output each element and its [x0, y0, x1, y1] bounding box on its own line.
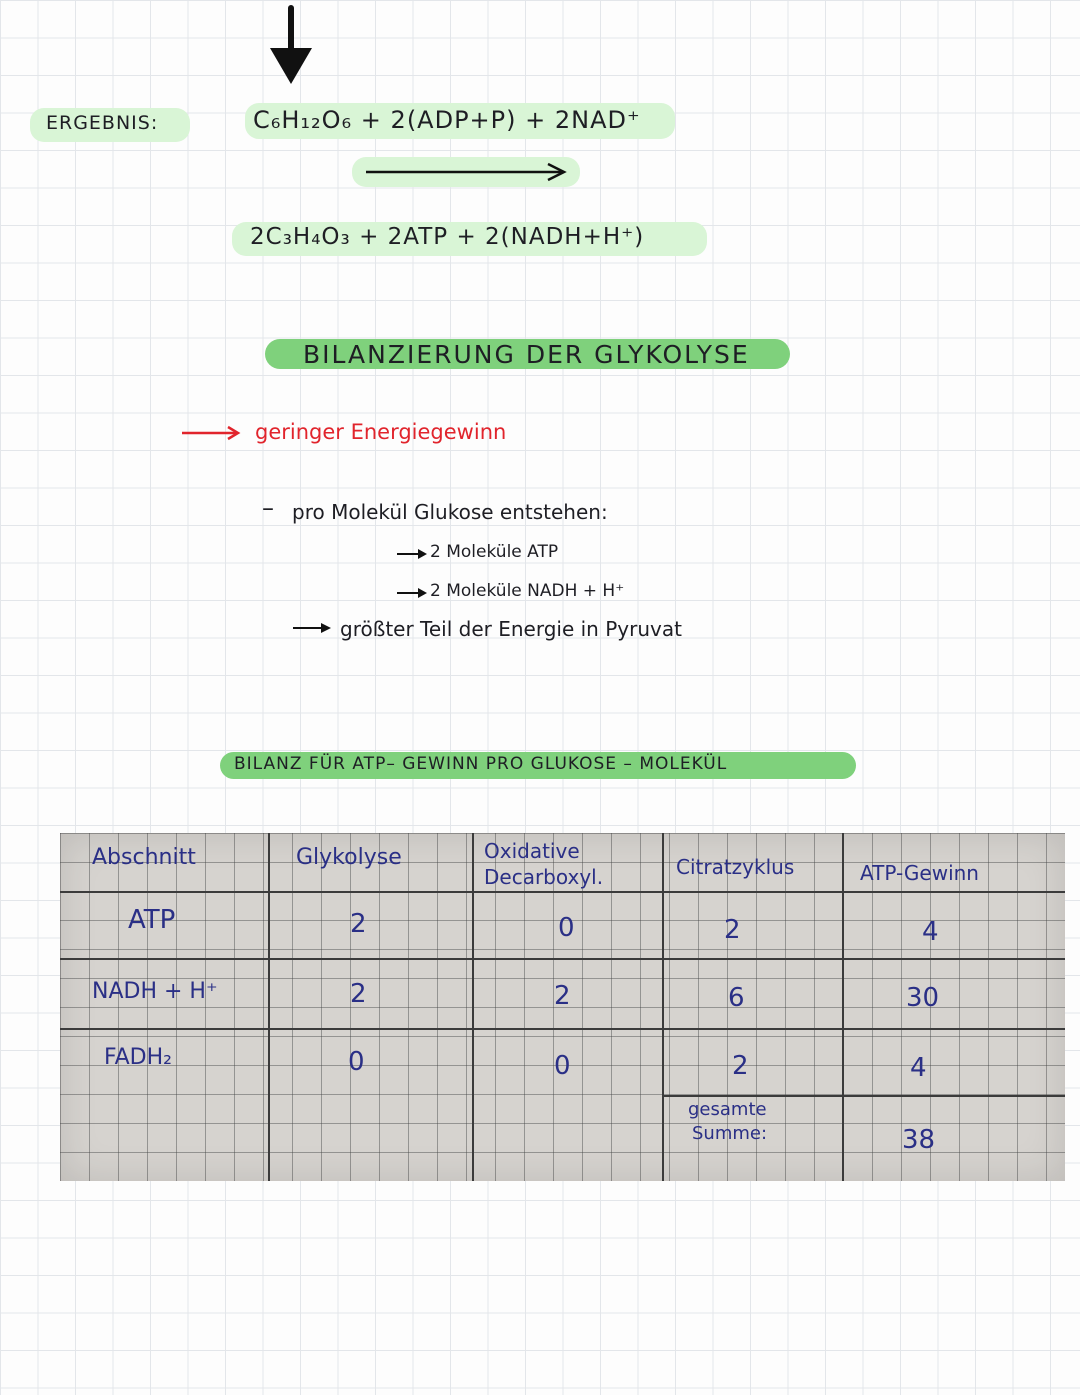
down-arrow-icon	[266, 2, 316, 86]
sum-label-line1: gesamte	[688, 1099, 767, 1120]
arrow-icon	[396, 585, 428, 599]
cell-fadh2-oxid: 0	[554, 1051, 571, 1081]
header-citratzyklus: Citratzyklus	[676, 855, 795, 879]
cell-atp-glykolyse: 2	[350, 909, 367, 939]
section-title-highlight	[265, 339, 790, 369]
row-label-nadh: NADH + H⁺	[92, 979, 218, 1004]
cell-nadh-glykolyse: 2	[350, 979, 367, 1009]
cell-nadh-citrat: 6	[728, 983, 745, 1013]
sum-value: 38	[902, 1125, 936, 1155]
red-note-text: geringer Energiegewinn	[255, 420, 507, 444]
table-title-highlight	[220, 752, 856, 779]
sub-item-nadh: 2 Moleküle NADH + H⁺	[430, 581, 625, 601]
section-title: BILANZIERUNG DER GLYKOLYSE	[303, 340, 750, 369]
row-label-fadh2: FADH₂	[104, 1045, 172, 1070]
cell-atp-gewinn: 4	[922, 917, 939, 947]
arrow-icon	[292, 620, 332, 634]
equation-arrow-highlight	[352, 157, 580, 187]
dash-bullet: –	[262, 494, 274, 522]
cell-fadh2-gewinn: 4	[910, 1053, 927, 1083]
cell-fadh2-glykolyse: 0	[348, 1047, 365, 1077]
cell-atp-citrat: 2	[724, 915, 741, 945]
cell-nadh-oxid: 2	[554, 981, 571, 1011]
header-oxid-line1: Oxidative	[484, 839, 580, 863]
sum-label-line2: Summe:	[692, 1123, 768, 1144]
equation-products: 2C₃H₄O₃ + 2ATP + 2(NADH+H⁺)	[250, 224, 645, 250]
note-pyruvat: größter Teil der Energie in Pyruvat	[340, 617, 682, 641]
result-label: ERGEBNIS:	[46, 112, 159, 134]
note-glukose: pro Molekül Glukose entstehen:	[292, 500, 608, 524]
cell-atp-oxid: 0	[558, 913, 575, 943]
red-arrow-icon	[180, 424, 244, 442]
cell-fadh2-citrat: 2	[732, 1051, 749, 1081]
result-label-highlight	[30, 108, 190, 142]
cell-nadh-gewinn: 30	[906, 983, 940, 1013]
equation-reactants-highlight	[245, 103, 675, 139]
header-oxid-line2: Decarboxyl.	[484, 865, 604, 889]
header-abschnitt: Abschnitt	[92, 845, 196, 870]
header-glykolyse: Glykolyse	[296, 845, 402, 870]
row-label-atp: ATP	[128, 905, 176, 935]
arrow-icon	[396, 546, 428, 560]
equation-reactants: C₆H₁₂O₆ + 2(ADP+P) + 2NAD⁺	[253, 106, 641, 134]
sub-item-atp: 2 Moleküle ATP	[430, 542, 559, 562]
table-title: BILANZ FÜR ATP– GEWINN PRO GLUKOSE – MOLEKÜL	[234, 754, 728, 774]
equation-products-highlight	[232, 222, 707, 256]
header-atp-gewinn: ATP-Gewinn	[860, 861, 979, 885]
table-photo	[60, 833, 1065, 1181]
right-arrow-icon	[352, 157, 580, 187]
